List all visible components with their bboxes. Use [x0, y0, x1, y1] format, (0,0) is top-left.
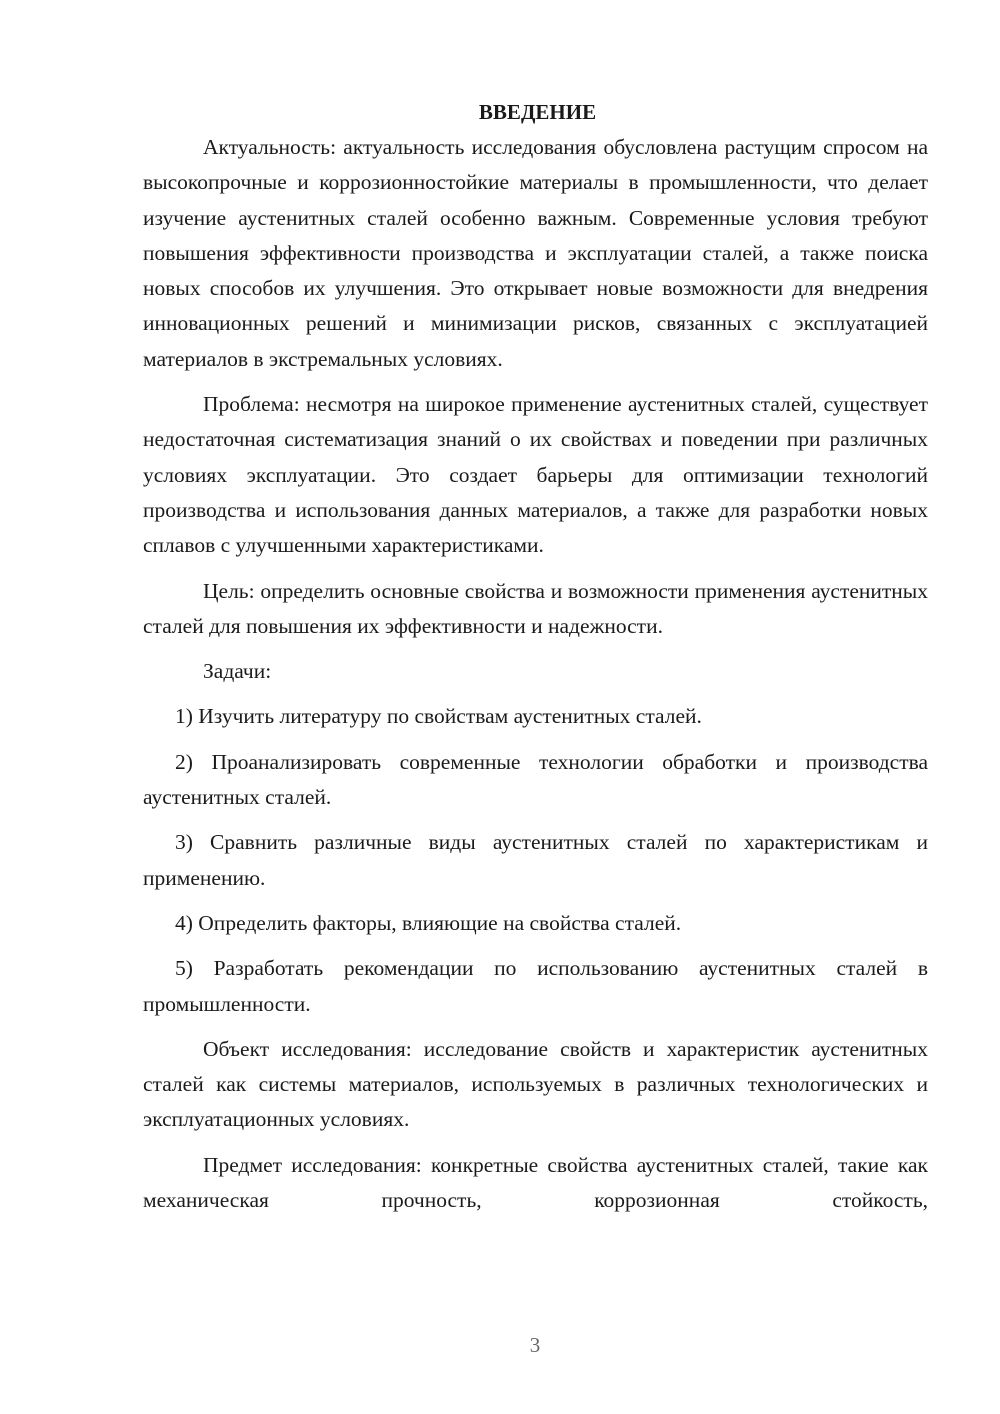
task-item-2: 2) Проанализировать современные технологии обработки и производства аустенитных сталей. [143, 749, 928, 810]
tasks-label: Задачи: [203, 659, 272, 684]
task-item-1: 1) Изучить литературу по свойствам аустенитных сталей. [175, 704, 702, 729]
page-number: 3 [529, 1333, 541, 1357]
object-paragraph: Объект исследования: исследование свойств и характеристик аустенитных сталей как системы материалов, используемых в различных технологических и эксплуатационных условиях. [143, 1036, 928, 1132]
task-item-3: 3) Сравнить различные виды аустенитных сталей по характеристикам и применению. [143, 830, 928, 890]
page-content [143, 95, 928, 1218]
problem-paragraph: Проблема: несмотря на широкое применение аустенитных сталей, существует недостаточная систематизация знаний о их свойствах и поведении при различных условиях эксплуатации. Это создает барьеры для оптимизации технологий производства и использования данных материалов, а также для разработки новых сплавов с улучшенными характеристиками. [143, 392, 928, 558]
subject-paragraph: Предмет исследования: конкретные свойства аустенитных сталей, такие как механическая прочность, коррозионная стойкость, [143, 1152, 928, 1213]
task-item-5: 5) Разработать рекомендации по использованию аустенитных сталей в промышленности. [143, 956, 928, 1016]
relevance-paragraph: Актуальность: актуальность исследования обусловлена растущим спросом на высокопрочные и коррозионностойкие материалы в промышленности, что делает изучение аустенитных сталей особенно важным. Современные условия требуют повышения эффективности производства и эксплуатации сталей, а также поиска новых способов их улучшения. Это открывает новые возможности для внедрения инновационных решений и минимизации рисков, связанных с эксплуатацией материалов в экстремальных условиях. [143, 135, 928, 371]
section-heading: ВВЕДЕНИЕ [478, 100, 597, 124]
task-item-4: 4) Определить факторы, влияющие на свойства сталей. [175, 910, 682, 935]
goal-paragraph: Цель: определить основные свойства и возможности применения аустенитных сталей для повышения их эффективности и надежности. [143, 578, 928, 638]
